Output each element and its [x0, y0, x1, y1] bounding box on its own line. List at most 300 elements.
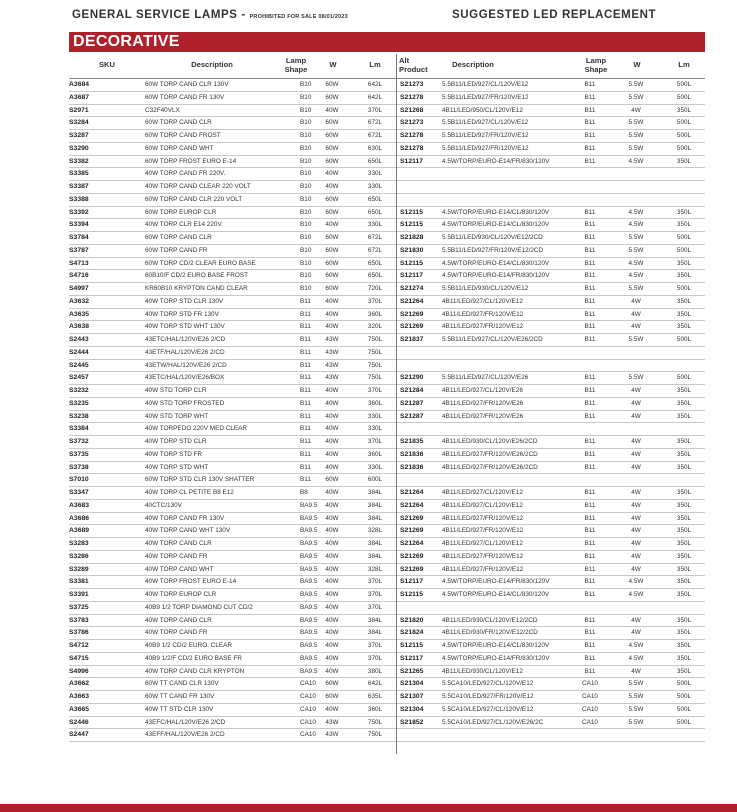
- cell-shape: B11: [300, 297, 311, 305]
- table-row: [69, 513, 705, 526]
- cell-alt: S21304: [400, 680, 424, 688]
- cell-shape: B8: [300, 489, 308, 496]
- cell-ashape: B11: [584, 132, 596, 139]
- cell-lm: 642L: [367, 81, 383, 88]
- cell-ashape: B11: [584, 540, 596, 547]
- cell-alt: S21287: [400, 399, 424, 407]
- cell-desc: 40B9 1/2 TORP DIAMOND CUT CD/2: [145, 603, 253, 611]
- cell-aw: 5.5W: [628, 718, 644, 726]
- cell-lm: 380L: [367, 667, 383, 675]
- cell-alm: 350L: [676, 387, 692, 394]
- cell-shape: B11: [300, 374, 311, 382]
- cell-lm: 672L: [367, 132, 383, 139]
- cell-aw: 5.5W: [628, 374, 644, 382]
- cell-ashape: B11: [584, 565, 596, 573]
- table-row: [69, 79, 705, 92]
- cell-ashape: B11: [584, 285, 596, 292]
- table-row: [69, 270, 705, 283]
- table-row: [69, 347, 705, 360]
- cell-alm: 350L: [676, 578, 692, 586]
- cell-shape: BA9.5: [300, 642, 318, 649]
- cell-lm: 328L: [367, 527, 383, 535]
- cell-sku: A3683: [69, 501, 90, 509]
- table-row: [69, 589, 705, 602]
- table-row: [69, 564, 705, 577]
- table-row: [69, 474, 705, 487]
- cell-alt: S12115: [400, 591, 424, 598]
- cell-adesc: 4B11/LED/927/FR/120V/E12: [442, 514, 524, 522]
- cell-sku: S3286: [69, 552, 89, 560]
- cell-alt: S12117: [400, 654, 424, 662]
- cell-ashape: B11: [584, 234, 596, 241]
- cell-aw: 5.5W: [628, 93, 644, 101]
- cell-lm: 650L: [367, 195, 383, 203]
- cell-lm: 642L: [367, 93, 383, 101]
- cell-shape: B11: [300, 336, 311, 343]
- cell-desc: 40W TORPEDO 220V MED CLEAR: [145, 425, 248, 433]
- cell-alm: 350L: [676, 323, 692, 331]
- header-left: [72, 9, 348, 21]
- cell-lm: 370L: [367, 297, 383, 305]
- cell-alt: S21269: [400, 552, 424, 560]
- cell-lm: 370L: [367, 106, 383, 114]
- cell-ashape: B11: [584, 450, 596, 458]
- cell-alm: 350L: [676, 565, 692, 573]
- cell-desc: 40W TORP CL PETITE B8 E12: [145, 489, 234, 496]
- cell-alm: 350L: [676, 157, 692, 165]
- cell-adesc: 4B11/LED/930/CL/120V/E12: [442, 667, 523, 675]
- table-row: [69, 156, 705, 169]
- cell-ashape: B11: [584, 667, 596, 675]
- table-row: [69, 219, 705, 232]
- cell-adesc: 4B11/LED/927/FR/120V/E12: [442, 552, 524, 560]
- cell-ashape: CA10: [582, 718, 598, 726]
- cell-w: 40W: [325, 578, 339, 586]
- cell-shape: B10: [300, 144, 312, 152]
- cell-alm: 350L: [676, 412, 692, 420]
- cell-desc: 60W TORP CAND CLR: [145, 119, 212, 127]
- table-row: [69, 640, 705, 653]
- col-alt-lm: Lm: [678, 60, 690, 69]
- cell-desc: 40W TORP CAND WHT: [145, 565, 214, 573]
- cell-aw: 5.5W: [628, 132, 644, 139]
- cell-alm: 350L: [676, 106, 692, 114]
- cell-desc: 40W TORP CAND FR 130V: [145, 514, 225, 522]
- cell-w: 60W: [325, 476, 339, 484]
- cell-adesc: 4.5W/TORP/EURO-E14/CL/830/120V: [442, 221, 550, 229]
- cell-adesc: 4B11/LED/930/CL/120V/E12/2CD: [442, 616, 538, 624]
- cell-aw: 4W: [631, 616, 641, 624]
- cell-alt: S21264: [400, 297, 424, 305]
- cell-aw: 4.5W: [628, 642, 644, 649]
- cell-alt: S21830: [400, 246, 424, 254]
- cell-adesc: 4B11/LED/927/CL/120V/E12: [442, 501, 523, 509]
- cell-shape: CA10: [300, 680, 316, 688]
- cell-adesc: 4B11/LED/927/CL/120V/E12: [442, 297, 523, 305]
- table-row: [69, 704, 705, 717]
- col-lm: Lm: [369, 60, 381, 69]
- cell-desc: 60B10/F CD/2 EURO BASE FROST: [145, 272, 248, 280]
- cell-alt: S21836: [400, 463, 424, 471]
- cell-w: 40W: [325, 297, 339, 305]
- cell-aw: 5.5W: [628, 144, 644, 152]
- cell-adesc: 5.5CA10/LED/927/CL/120V/E26/2C: [442, 718, 544, 726]
- cell-ashape: B11: [584, 336, 596, 343]
- cell-lm: 384L: [367, 489, 383, 496]
- cell-shape: BA9.5: [300, 591, 318, 598]
- cell-lm: 750L: [367, 348, 383, 356]
- cell-sku: S3382: [69, 157, 89, 165]
- cell-lm: 370L: [367, 642, 383, 649]
- cell-sku: A3665: [69, 705, 90, 713]
- cell-lm: 650L: [367, 208, 383, 216]
- cell-sku: S4715: [69, 654, 89, 662]
- cell-adesc: 4B11/LED/927/FR/120V/E26: [442, 412, 524, 420]
- cell-w: 43W: [325, 374, 339, 382]
- cell-sku: S2457: [69, 374, 89, 382]
- cell-adesc: 5.5B11/LED/927/FR/120V/E12: [442, 132, 529, 139]
- cell-sku: S3385: [69, 170, 89, 178]
- cell-lm: 630L: [367, 144, 383, 152]
- cell-desc: 60W TORP CAND FROST: [145, 132, 221, 139]
- cell-alt: S21287: [400, 412, 424, 420]
- cell-adesc: 4B11/LED/927/FR/120V/E12: [442, 527, 524, 535]
- cell-w: 40W: [325, 527, 339, 535]
- cell-aw: 5.5W: [628, 693, 644, 700]
- cell-shape: B10: [300, 132, 312, 139]
- cell-sku: S3388: [69, 195, 89, 203]
- cell-alt: S12117: [400, 578, 424, 586]
- table-row: [69, 372, 705, 385]
- cell-w: 60W: [325, 234, 339, 241]
- cell-alt: S21278: [400, 132, 424, 139]
- cell-shape: B11: [300, 450, 311, 458]
- cell-w: 60W: [325, 246, 339, 254]
- cell-aw: 4W: [631, 450, 641, 458]
- table-row: [69, 627, 705, 640]
- cell-sku: S3238: [69, 412, 89, 420]
- cell-sku: S3387: [69, 183, 89, 190]
- cell-shape: BA9.5: [300, 514, 318, 522]
- cell-aw: 5.5W: [628, 705, 644, 713]
- cell-desc: 60W TORP CAND WHT: [145, 144, 214, 152]
- cell-alm: 350L: [676, 438, 692, 445]
- cell-sku: S3786: [69, 629, 89, 637]
- cell-shape: B10: [300, 195, 312, 203]
- cell-shape: B10: [300, 234, 312, 241]
- cell-shape: B10: [300, 246, 312, 254]
- cell-ashape: B11: [584, 591, 596, 598]
- cell-adesc: 4B11/LED/927/CL/120V/E26: [442, 387, 523, 394]
- cell-alm: 350L: [676, 310, 692, 318]
- cell-alt: S21264: [400, 501, 424, 509]
- cell-desc: 40W TORP EUROP CLR: [145, 591, 217, 598]
- cell-adesc: 5.5B11/LED/927/FR/120V/E12: [442, 144, 529, 152]
- cell-aw: 4.5W: [628, 157, 644, 165]
- cell-aw: 4W: [631, 297, 641, 305]
- cell-aw: 5.5W: [628, 680, 644, 688]
- cell-aw: 4W: [631, 565, 641, 573]
- cell-lm: 750L: [367, 374, 383, 382]
- cell-aw: 4W: [631, 412, 641, 420]
- cell-desc: C32F40VLX: [145, 106, 180, 114]
- cell-alm: 500L: [676, 718, 692, 726]
- cell-adesc: 5.5B11/LED/927/CL/120V/E26/2CD: [442, 336, 543, 343]
- cell-alt: S21837: [400, 336, 424, 343]
- cell-sku: S3394: [69, 221, 89, 229]
- cell-w: 40W: [325, 616, 339, 624]
- column-divider: [396, 54, 397, 754]
- cell-lm: 360L: [367, 450, 383, 458]
- cell-aw: 4.5W: [628, 591, 644, 598]
- cell-ashape: B11: [584, 259, 596, 267]
- cell-alm: 350L: [676, 527, 692, 535]
- table-row: [69, 258, 705, 271]
- table-row: [69, 666, 705, 679]
- cell-ashape: B11: [584, 654, 596, 662]
- cell-lm: 750L: [367, 718, 383, 726]
- cell-sku: S2971: [69, 106, 89, 114]
- cell-adesc: 5.5B11/LED/927/FR/120V/E12/2CD: [442, 246, 544, 254]
- cell-alm: 350L: [676, 259, 692, 267]
- cell-alt: S12115: [400, 259, 424, 267]
- cell-shape: BA9.5: [300, 565, 318, 573]
- cell-alt: S21278: [400, 144, 424, 152]
- cell-ashape: B11: [584, 629, 596, 637]
- section-banner: [69, 32, 705, 52]
- cell-shape: BA9.5: [300, 654, 318, 662]
- cell-aw: 4.5W: [628, 208, 644, 216]
- table-row: [69, 105, 705, 118]
- cell-shape: BA9.5: [300, 552, 318, 560]
- cell-sku: S3725: [69, 603, 89, 611]
- cell-shape: B10: [300, 157, 312, 165]
- cell-sku: A3686: [69, 514, 90, 522]
- cell-aw: 4W: [631, 387, 641, 394]
- cell-lm: 370L: [367, 603, 383, 611]
- cell-lm: 370L: [367, 438, 383, 445]
- page-header: [72, 9, 692, 23]
- cell-alm: 350L: [676, 399, 692, 407]
- cell-alm: 350L: [676, 297, 692, 305]
- cell-aw: 4W: [631, 106, 641, 114]
- cell-alm: 500L: [676, 144, 692, 152]
- cell-desc: 60W TORP CAND CLR 130V: [145, 81, 229, 88]
- cell-lm: 330L: [367, 412, 383, 420]
- cell-sku: S2443: [69, 336, 89, 343]
- table-row: [69, 92, 705, 105]
- cell-ashape: B11: [584, 642, 596, 649]
- cell-shape: B11: [300, 412, 311, 420]
- cell-shape: BA9.5: [300, 527, 318, 535]
- cell-w: 40W: [325, 106, 339, 114]
- cell-ashape: B11: [584, 552, 596, 560]
- cell-ashape: B11: [584, 208, 596, 216]
- cell-shape: B11: [300, 387, 311, 394]
- cell-alm: 350L: [676, 667, 692, 675]
- col-alt-lamp-shape: Lamp Shape: [584, 56, 608, 74]
- cell-desc: 43EFC/HAL/120V/E26 2/CD: [145, 718, 226, 726]
- cell-sku: S4996: [69, 667, 89, 675]
- cell-desc: 40W STD TORP CLR: [145, 387, 207, 394]
- cell-shape: B10: [300, 106, 312, 114]
- cell-desc: 60W TORP CAND CLR 220 VOLT: [145, 195, 243, 203]
- cell-w: 40W: [325, 323, 339, 331]
- cell-alm: 500L: [676, 93, 692, 101]
- cell-ashape: B11: [584, 514, 596, 522]
- cell-shape: CA10: [300, 693, 316, 700]
- cell-desc: 40W STD TORP WHT: [145, 412, 209, 420]
- cell-shape: BA9.5: [300, 603, 318, 611]
- cell-aw: 4.5W: [628, 259, 644, 267]
- cell-desc: 40W TORP STD WHT: [145, 463, 209, 471]
- col-sku: SKU: [98, 60, 116, 69]
- cell-shape: B10: [300, 170, 312, 178]
- cell-alm: 500L: [676, 119, 692, 127]
- table-row: [69, 385, 705, 398]
- cell-ashape: B11: [584, 81, 596, 88]
- cell-desc: 60W TORP EUROP CLR: [145, 208, 217, 216]
- cell-desc: 40W TORP STD CLR 130V: [145, 297, 224, 305]
- cell-sku: S4713: [69, 259, 89, 267]
- cell-lm: 370L: [367, 578, 383, 586]
- cell-alt: S12115: [400, 642, 424, 649]
- cell-aw: 4W: [631, 527, 641, 535]
- cell-w: 60W: [325, 680, 339, 688]
- cell-sku: S3787: [69, 246, 89, 254]
- cell-sku: S2444: [69, 348, 89, 356]
- table-row: [69, 181, 705, 194]
- cell-adesc: 4B11/LED/930/CL/120V/E26/2CD: [442, 438, 538, 445]
- cell-ashape: B11: [584, 93, 596, 101]
- cell-aw: 5.5W: [628, 234, 644, 241]
- cell-adesc: 5.5B11/LED/927/CL/120V/E12: [442, 119, 529, 127]
- cell-aw: 5.5W: [628, 246, 644, 254]
- cell-w: 40W: [325, 412, 339, 420]
- cell-desc: 60W TT CAND FR 130V: [145, 693, 215, 700]
- cell-lm: 384L: [367, 629, 383, 637]
- cell-adesc: 4.5W/TORP/EURO-E14/CL/830/120V: [442, 642, 550, 649]
- cell-lm: 330L: [367, 425, 383, 433]
- cell-w: 60W: [325, 157, 339, 165]
- cell-shape: B10: [300, 259, 312, 267]
- cell-desc: 40W TORP CLR E14 220V.: [145, 221, 223, 229]
- cell-w: 60W: [325, 119, 339, 127]
- cell-sku: S3732: [69, 438, 89, 445]
- cell-alm: 350L: [676, 540, 692, 547]
- cell-desc: 43ETF/HAL/120V/E26 2/CD: [145, 348, 225, 356]
- cell-sku: A3632: [69, 297, 90, 305]
- cell-desc: 40W TORP CAND CLR: [145, 540, 212, 547]
- cell-ashape: B11: [584, 374, 596, 382]
- table-row: [69, 423, 705, 436]
- cell-ashape: B11: [584, 438, 596, 445]
- cell-alm: 350L: [676, 591, 692, 598]
- cell-w: 43W: [325, 348, 339, 356]
- cell-adesc: 5.5B11/LED/930/CL/120V/E12: [442, 285, 529, 292]
- cell-alt: S21836: [400, 450, 424, 458]
- cell-shape: B11: [300, 323, 311, 331]
- cell-alt: S21269: [400, 310, 424, 318]
- cell-w: 40W: [325, 629, 339, 637]
- cell-adesc: 4.5W/TORP/EURO-E14/CL/830/120V: [442, 208, 550, 216]
- cell-alt: S21290: [400, 374, 424, 382]
- cell-lm: 750L: [367, 336, 383, 343]
- cell-w: 60W: [325, 272, 339, 280]
- cell-alm: 350L: [676, 654, 692, 662]
- cell-w: 40W: [325, 425, 339, 433]
- cell-desc: 40B9 1/2 CD/2 EURO. CLEAR: [145, 642, 233, 649]
- cell-alm: 350L: [676, 208, 692, 216]
- cell-sku: S4712: [69, 642, 89, 649]
- cell-shape: BA9.5: [300, 501, 318, 509]
- cell-w: 40W: [325, 387, 339, 394]
- cell-alt: S21268: [400, 106, 424, 114]
- table-row: [69, 538, 705, 551]
- cell-shape: B11: [300, 399, 311, 407]
- cell-sku: S3784: [69, 234, 89, 241]
- cell-desc: 60W TORP CD/2 CLEAR EURO BASE: [145, 259, 256, 267]
- cell-alt: S21269: [400, 527, 424, 535]
- cell-desc: 40B9 1/2/F CD/2 EURO BASE FR: [145, 654, 242, 662]
- cell-adesc: 4.5W/TORP/EURO-E14/FR/830/120V: [442, 157, 550, 165]
- cell-w: 60W: [325, 144, 339, 152]
- table-row: [69, 500, 705, 513]
- cell-lm: 642L: [367, 680, 383, 688]
- cell-desc: 40W TORP STD WHT 130V: [145, 323, 225, 331]
- header-left-title: GENERAL SERVICE LAMPS -: [72, 9, 246, 21]
- table-row: [69, 449, 705, 462]
- cell-lm: 650L: [367, 157, 383, 165]
- cell-adesc: 4.5W/TORP/EURO-E14/CL/830/120V: [442, 259, 550, 267]
- cell-alm: 350L: [676, 450, 692, 458]
- cell-aw: 4W: [631, 399, 641, 407]
- table-row: [69, 436, 705, 449]
- table-row: [69, 653, 705, 666]
- cell-sku: S3783: [69, 616, 89, 624]
- table-row: [69, 334, 705, 347]
- cell-adesc: 5.5CA10/LED/927/CL/120V/E12: [442, 705, 534, 713]
- cell-desc: 40W TT STD CLR 130V: [145, 705, 214, 713]
- cell-w: 40W: [325, 463, 339, 471]
- table-row: [69, 729, 705, 742]
- cell-adesc: 4B11/LED/927/FR/120V/E26/2CD: [442, 463, 538, 471]
- cell-aw: 4W: [631, 514, 641, 522]
- cell-shape: B10: [300, 81, 312, 88]
- cell-alt: S21273: [400, 81, 424, 88]
- cell-shape: B11: [300, 425, 311, 433]
- cell-desc: 40CTC/130V: [145, 501, 182, 509]
- cell-alm: 350L: [676, 642, 692, 649]
- cell-alt: S21835: [400, 438, 424, 445]
- cell-lm: 635L: [367, 693, 383, 700]
- cell-ashape: CA10: [582, 705, 598, 713]
- cell-lm: 750L: [367, 731, 383, 739]
- cell-ashape: B11: [584, 157, 596, 165]
- cell-lm: 320L: [367, 323, 383, 331]
- cell-shape: B10: [300, 208, 312, 216]
- cell-sku: A3662: [69, 680, 90, 688]
- cell-alt: S21852: [400, 718, 424, 726]
- cell-shape: BA9.5: [300, 578, 318, 586]
- cell-desc: 40W TORP CAND FR: [145, 629, 208, 637]
- cell-shape: BA9.5: [300, 629, 318, 637]
- cell-aw: 4.5W: [628, 221, 644, 229]
- cell-adesc: 5.5CA10/LED/927/CL/120V/E12: [442, 680, 534, 688]
- table-row: [69, 232, 705, 245]
- cell-sku: S3289: [69, 565, 89, 573]
- cell-w: 40W: [325, 489, 339, 496]
